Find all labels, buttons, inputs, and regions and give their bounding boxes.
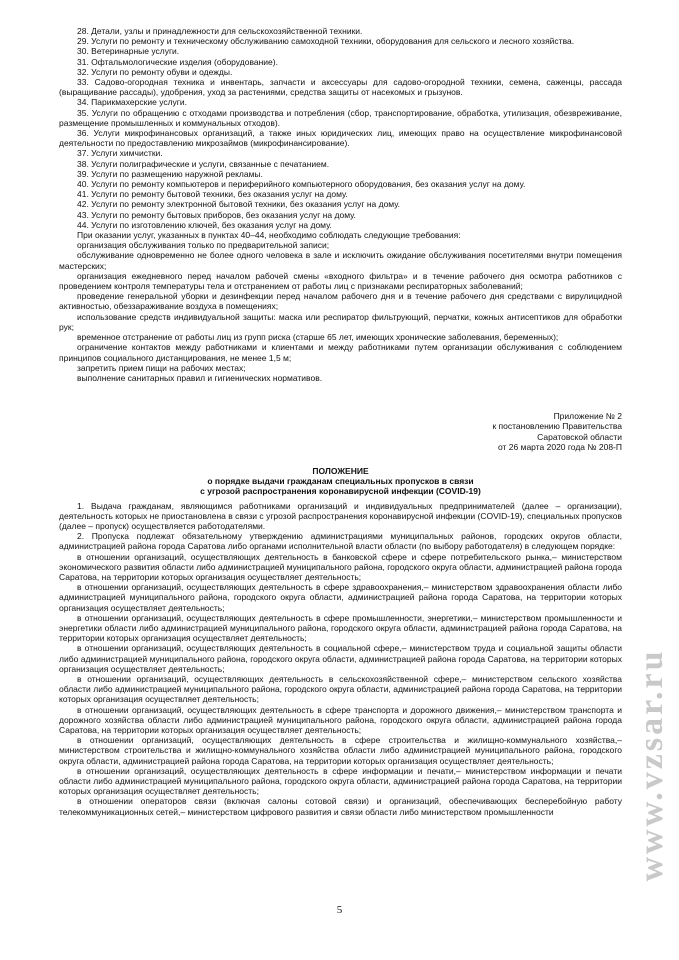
body-paragraph: в отношении организаций, осуществляющих деятельность в сфере строительства и жилищно-коммунального хозяйства,– министерством строительства и жилищно-коммунального хозяйства области либо администрацией муниципального района, городского округа области, администрацией района города Саратова, на территории которых организация осуществляет деятельность;	[59, 735, 622, 766]
requirement-item: ограничение контактов между работниками и клиентами и между работниками путем организации обслуживания с соблюдением принципов социального дистанцирования, не менее 1,5 м;	[59, 342, 622, 363]
page-number: 5	[336, 904, 343, 916]
regulation-body	[59, 501, 622, 817]
list-item: 42. Услуги по ремонту электронной бытовой техники, без оказания услуг на дому.	[77, 199, 401, 210]
document-title	[59, 466, 622, 497]
requirements-intro: При оказании услуг, указанных в пунктах 40–44, необходимо соблюдать следующие требования:	[77, 230, 461, 241]
site-watermark	[632, 590, 672, 940]
title-subtitle-line: с угрозой распространения коронавирусной инфекции (COVID-19)	[200, 486, 481, 497]
body-paragraph: в отношении организаций, осуществляющих деятельность в сфере здравоохранения,– министерством здравоохранения области либо администрацией муниципального района, городского округа области, администрацией района города Саратова, на территории которых организация осуществляет деятельность;	[59, 582, 622, 613]
body-paragraph: в отношении организаций, осуществляющих деятельность в сфере информации и печати,– министерством информации и печати области либо администрацией муниципального района, городского округа области, администрацией района города Саратова, на территории которых организация осуществляет деятельность;	[59, 765, 622, 797]
appendix-date: от 26 марта 2020 года № 208-П	[498, 441, 622, 452]
list-item: 29. Услуги по ремонту и техническому обслуживанию самоходной техники, оборудования для сельского и лесного хозяйства.	[77, 36, 575, 47]
requirement-item: использование средств индивидуальной защиты: маска или респиратор фильтрующий, перчатки, кожных антисептиков для обработки рук;	[59, 311, 622, 332]
appendix-reference: к постановлению Правительства	[492, 421, 622, 432]
list-item: 31. Офтальмологические изделия (оборудование).	[77, 56, 278, 67]
requirement-item: запретить прием пищи на рабочих местах;	[77, 362, 246, 373]
body-paragraph: 1. Выдача гражданам, являющимся работниками организаций и индивидуальных предпринимателей (далее – организации), деятельность которых не приостановлена в связи с угрозой распространения коронавирусной инфекции (COVID-19), специальных пропусков (далее – пропуск) осуществляется работодателями.	[59, 500, 622, 531]
services-list	[59, 26, 622, 230]
body-paragraph: в отношении организаций, осуществляющих деятельность в социальной сфере,– министерством труда и социальной защиты области либо администрацией муниципального района, городского округа области, администрацией района города Саратова, на территории которых организация осуществляет деятельность;	[59, 643, 622, 674]
list-item: 40. Услуги по ремонту компьютеров и периферийного компьютерного оборудования, без оказания услуг на дому.	[77, 179, 526, 190]
list-item: 30. Ветеринарные услуги.	[77, 46, 180, 57]
list-item: 35. Услуги по обращению с отходами производства и потребления (сбор, транспортирование, обработка, утилизация, обезвреживание, размещение промышленных и коммунальных отходов).	[59, 107, 622, 128]
body-paragraph: 2. Пропуска подлежат обязательному утверждению администрациями муниципальных районов, городских округов области, администрацией района города Саратова либо органами исполнительной власти области (по выбору работодателя) в следующем порядке:	[59, 531, 622, 552]
body-paragraph: в отношении операторов связи (включая салоны сотовой связи) и организаций, обеспечивающих бесперебойную работу телекоммуникационных сетей,– министерством цифрового развития и связи области либо министерством промышленности	[59, 796, 622, 817]
list-item: 36. Услуги микрофинансовых организаций, а также иных юридических лиц, имеющих право на осуществление микрофинансовой деятельности по предоставлению микрозаймов (микрофинансирование).	[59, 128, 622, 149]
requirement-item: организация ежедневного перед началом рабочей смены «входного фильтра» и в течение рабочего дня осмотра работников с проведением контроля температуры тела и отстранением от работы лиц с признаками респираторных заболеваний;	[59, 270, 622, 292]
appendix-header	[472, 411, 622, 452]
appendix-region: Саратовской области	[537, 431, 622, 442]
appendix-number: Приложение № 2	[553, 411, 622, 422]
list-item: 33. Садово-огородная техника и инвентарь, запчасти и аксессуары для садово-огородной техники, семена, саженцы, рассада (выращивание рассады), удобрения, уход за растениями, средства защиты от насекомых и грызунов.	[59, 77, 622, 98]
list-item: 43. Услуги по ремонту бытовых приборов, без оказания услуг на дому.	[77, 209, 356, 220]
list-item: 28. Детали, узлы и принадлежности для сельскохозяйственной техники.	[77, 26, 363, 36]
requirement-item: организация обслуживания только по предварительной записи;	[77, 240, 330, 251]
body-paragraph: в отношении организаций, осуществляющих деятельность в сфере транспорта и дорожного движения,– министерством транспорта и дорожного хозяйства области либо администрацией муниципального района, городского округа области, администрацией района города Саратова, на территории которых организация осуществляет деятельность;	[59, 704, 622, 735]
body-paragraph: в отношении организаций, осуществляющих деятельность в сельскохозяйственной сфере,– министерством сельского хозяйства области либо администрацией муниципального района, городского округа области, администрацией района города Саратова, на территории которых организация осуществляет деятельность;	[59, 673, 622, 705]
body-paragraph: в отношении организаций, осуществляющих деятельность в банковской сфере и сфере потребительского рынка,– министерством экономического развития области либо администрацией муниципального района, городского округа области, администрацией района города Саратова, на территории которых организация осуществляет деятельность;	[59, 551, 622, 582]
requirements-list	[59, 230, 622, 383]
body-paragraph: в отношении организаций, осуществляющих деятельность в сфере промышленности, энергетики,– министерством промышленности и энергетики области либо администрацией муниципального района, городского округа области, администрацией района города Саратова, на территории которых организация осуществляет деятельность;	[59, 612, 622, 644]
requirement-item: временное отстранение от работы лиц из групп риска (старше 65 лет, имеющих хронические заболевания, беременных);	[77, 332, 559, 343]
watermark-text: www.vzsar.ru	[633, 648, 670, 882]
list-item: 38. Услуги полиграфические и услуги, связанные с печатанием.	[77, 158, 330, 169]
requirement-item: обслуживание одновременно не более одного человека в зале и исключить ожидание обслуживания посетителями внутри помещения мастерских;	[59, 250, 622, 271]
list-item: 39. Услуги по размещению наружной рекламы.	[77, 168, 263, 179]
list-item: 34. Парикмахерские услуги.	[77, 97, 188, 108]
list-item: 44. Услуги по изготовлению ключей, без оказания услуг на дому.	[77, 219, 332, 230]
section-gap	[59, 397, 622, 411]
title-subtitle-line: о порядке выдачи гражданам специальных пропусков в связи	[207, 476, 474, 487]
requirement-item: выполнение санитарных правил и гигиенических нормативов.	[77, 372, 323, 383]
list-item: 32. Услуги по ремонту обуви и одежды.	[77, 66, 233, 77]
section-gap	[59, 383, 622, 397]
title-heading: ПОЛОЖЕНИЕ	[312, 465, 369, 476]
list-item: 41. Услуги по ремонту бытовой техники, без оказания услуг на дому.	[77, 189, 348, 200]
list-item: 37. Услуги химчистки.	[77, 148, 163, 159]
requirement-item: проведение генеральной уборки и дезинфекции перед началом рабочего дня и в течение рабочего дня средствами с вирулицидной активностью, обеззараживание воздуха в помещениях;	[59, 291, 622, 312]
document-page	[59, 26, 622, 817]
